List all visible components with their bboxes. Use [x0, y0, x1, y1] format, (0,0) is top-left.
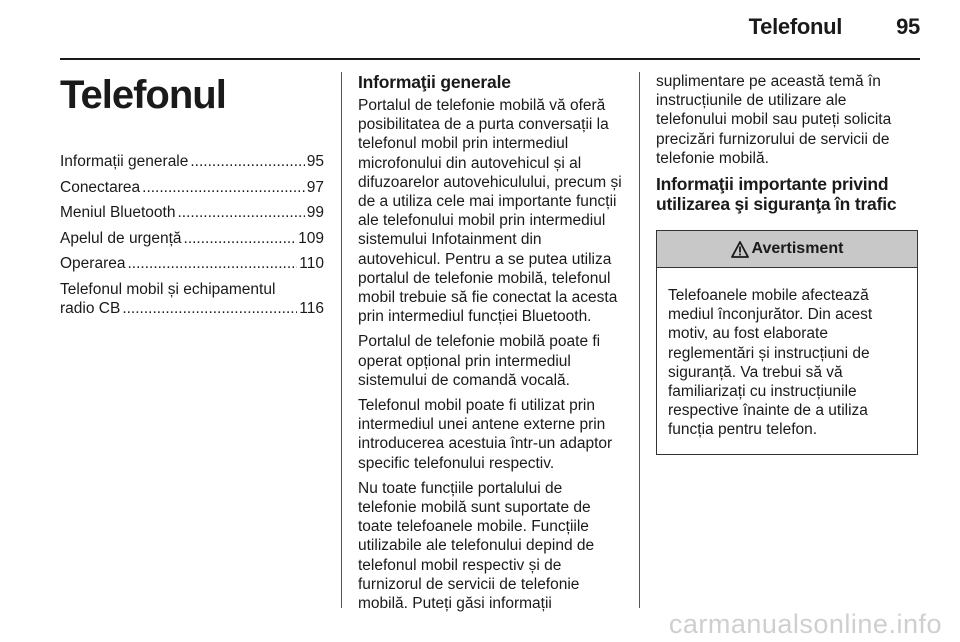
toc-leader: [184, 229, 297, 248]
body-paragraph: Portalul de telefonie mobilă poate fi operat opțional prin intermediul sistemului de comandă vocală.: [358, 333, 601, 389]
page-number: 95: [896, 14, 920, 39]
warning-title: Avertisment: [751, 240, 844, 258]
toc-leader: [190, 152, 304, 171]
running-header-title: Telefonul: [748, 14, 843, 39]
toc-leader: [122, 299, 297, 318]
toc-page: 97: [306, 178, 324, 196]
body-paragraph-continued: suplimentare pe această temă în instrucțiunile de utilizare ale telefonului mobil sau puteți solicita precizări furnizorului de servicii de telefonie mobilă.: [656, 73, 892, 167]
chapter-column: [60, 72, 324, 324]
safety-column: [656, 72, 918, 455]
toc-item[interactable]: [60, 178, 324, 197]
toc-label: Conectarea: [60, 178, 141, 196]
header-rule: [60, 58, 920, 60]
toc-item[interactable]: [60, 229, 324, 248]
toc-item[interactable]: [60, 203, 324, 222]
section-heading-general: Informaţii generale: [358, 72, 511, 92]
general-info-column: [358, 72, 624, 619]
toc-leader: [142, 178, 305, 197]
toc-label: Apelul de urgență: [60, 229, 182, 247]
toc-page: 109: [298, 229, 324, 247]
section-heading-safety: Informaţii importante privind utilizarea şi siguranţa în trafic: [656, 174, 897, 215]
warning-text: Telefoanele mobile afectează mediul înconjurător. Din acest motiv, au fost elaborate reglementări și instrucțiuni de siguranță. Va trebui să vă familiarizați cu instrucțiunile respective înainte de a utiliza funcția pentru telefon.: [668, 287, 873, 439]
watermark: carmanualsonline.info: [668, 609, 942, 639]
body-paragraph: Nu toate funcțiile portalului de telefonie mobilă sunt suportate de toate telefoanele mobile. Funcțiile utilizabile ale telefonului depind de telefonul mobil respectiv și de furnizorul de servicii de telefonie mobilă. Puteți găsi informații: [358, 479, 595, 613]
warning-header: [657, 231, 917, 268]
chapter-title: Telefonul: [60, 73, 226, 117]
toc-item[interactable]: [60, 280, 324, 318]
toc-page: 110: [299, 255, 324, 272]
toc-leader: [127, 254, 297, 273]
column-divider: [639, 72, 640, 608]
toc-leader: [177, 203, 304, 222]
toc-page: 116: [299, 299, 324, 317]
body-paragraph: Telefonul mobil poate fi utilizat prin intermediul unei antene externe prin introducerea acestuia într-un adaptor specific telefonului respectiv.: [358, 397, 613, 472]
warning-triangle-icon: [731, 241, 749, 258]
toc-item[interactable]: [60, 254, 324, 273]
toc-item[interactable]: [60, 152, 324, 171]
running-header: [749, 14, 920, 54]
warning-box: [656, 230, 918, 455]
column-divider: [341, 72, 342, 608]
toc-label: Meniul Bluetooth: [60, 204, 176, 221]
body-paragraph: Portalul de telefonie mobilă vă oferă posibilitatea de a purta conversații la telefonul mobil prin intermediul microfonului din autovehicul și al difuzoarelor autovehiculului, precum și de a utiliza cele mai importante funcții ale telefonului mobil prin intermediul sistemului Infotainment din autovehicul. Pentru a se putea utiliza portalul de telefonie mobilă, telefonul mobil trebuie să fie conectat la acesta prin intermediul funcției Bluetooth.: [358, 97, 622, 326]
toc-label: Informații generale: [60, 153, 189, 170]
toc-label-line: Telefonul mobil și echipamentul: [60, 280, 276, 298]
toc-label: radio CB: [60, 299, 121, 317]
toc-page: 99: [306, 204, 324, 221]
table-of-contents: [60, 152, 324, 318]
toc-page: 95: [306, 153, 324, 170]
toc-label: Operarea: [60, 255, 126, 272]
